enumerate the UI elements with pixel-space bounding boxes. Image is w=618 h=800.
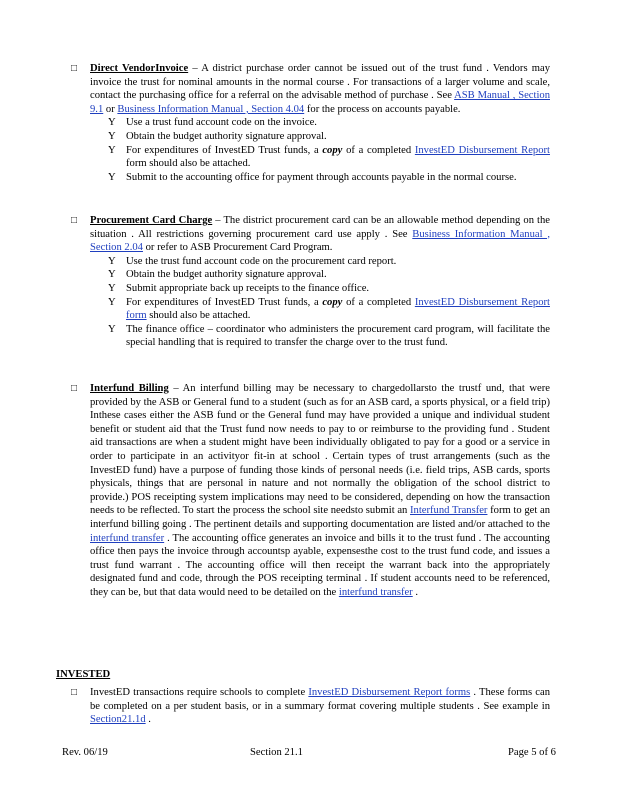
section-paragraph [90,686,550,727]
checkbox-bullet: □ [71,215,78,226]
text-run: For expenditures of InvestED Trust funds, a [126,296,323,308]
list-marker: Y [108,117,116,129]
doc-link[interactable]: interfund transfer [338,586,413,598]
list-item-text [126,283,369,294]
text-run: – A district purchase order cannot be issued out of the trust fund . Vendors may invoice the trust for nominal amounts in the normal course . For transactions of a larger volume and scale, contact the purchasing office for a referral on the advisable method of purchase . See [90,63,550,102]
footer-page-number: Page 5 of 6 [508,747,556,758]
list-item [108,116,550,130]
doc-link[interactable]: InvestED Disbursement Report form [126,296,550,322]
list-marker: Y [108,296,116,308]
text-run: or [103,103,118,115]
doc-link[interactable]: interfund transfer [90,532,165,544]
checkbox-bullet: □ [71,383,78,394]
text-run: or refer to ASB Procurement Card Program. [142,242,333,254]
footer-section: Section 21.1 [250,747,303,758]
text-run: form should also be attached. [126,158,251,170]
list-item-text [126,145,550,170]
section-heading: Procurement Card Charge [90,215,213,226]
text-run: InvestED transactions require schools to complete [90,687,309,698]
list-item [108,144,550,171]
text-run: – An interfund billing may be necessary to chargedollarsto the trustf und, that were provided by the ASB or General fund to a student (such as for an ASB card, a sports physical, or a field trip) Inthese cases either the ASB fund or the General fund may have provided a unique and individual student benefit or student aid that the Trust fund now needs to pay to or reimburse to the providing fund . Student aid transactions are when a student might have been individually obligated to pay for a good or a service in order to participate in an activityor fit-in at school . Certain types of trust arrangements (such as the InvestED fund) have a purpose of funding those kinds of personal needs (i.e. field trips, ASB cards, sports physicals, things that are personal in nature and not normally the obligation of the school district to provide.) POS receipting system implications may need to be considered, depending on how the transaction needs to be reflected. To start the process the school site needsto submit an [90,383,550,517]
doc-link[interactable]: Business Information Manual , Section 2.04 [90,228,550,254]
doc-link[interactable]: Interfund Transfer [410,505,488,517]
list-item-text [126,131,327,142]
list-item-text [126,269,327,280]
list-marker: Y [108,269,116,281]
text-run: form to get an interfund billing going . The pertinent details and supporting documentation are listed and/or attached to the [90,505,550,530]
text-run: Submit to the accounting office for payment through accounts payable in the normal course. [126,171,517,183]
list-item [108,282,550,296]
list-item [108,171,550,185]
doc-link[interactable]: InvestED Disbursement Report [414,144,550,156]
list-marker: Y [108,144,116,156]
list-item-text [126,256,396,267]
text-run: The finance office – coordinator who administers the procurement card program, will facilitate the special handling that is required to transfer the charge over to the trust fund. [126,323,550,349]
list-item [108,323,550,350]
emphasis-text: copy [322,144,343,156]
checkbox-bullet: □ [71,63,78,74]
text-run: . These forms can be completed on a per student basis, or in a summary format covering multiple students . See example in [90,687,550,712]
checkbox-bullet: □ [71,687,78,698]
list-marker: Y [108,255,116,267]
section-paragraph [90,62,550,184]
text-run: . [145,714,151,726]
text-run: of a completed [342,296,415,308]
list-item [108,130,550,144]
list-item [108,268,550,282]
list-marker: Y [108,171,116,183]
section-paragraph [90,214,550,350]
section-heading: Direct VendorInvoice [90,63,189,74]
invested-heading: INVESTED [56,669,111,680]
sub-list [90,116,550,184]
section-paragraph [90,382,550,600]
doc-link[interactable]: InvestED Disbursement Report forms [308,687,471,698]
list-marker: Y [108,282,116,294]
list-item-text [126,324,550,349]
list-marker: Y [108,130,116,142]
section-text [90,383,550,598]
sub-list [90,255,550,350]
doc-link[interactable]: Section21.1d [90,714,146,726]
doc-link[interactable]: Business Information Manual , Section 4.04 [117,103,305,115]
list-item-text [126,297,550,322]
text-run: Submit appropriate back up receipts to the finance office. [126,282,370,294]
list-item [108,296,550,323]
emphasis-text: copy [322,296,343,308]
list-item-text [126,117,317,128]
text-run: . [412,586,419,598]
footer-revision: Rev. 06/19 [62,747,108,758]
text-run: of a completed [342,144,415,156]
list-item-text [126,172,516,183]
text-run: Use a trust fund account code on the invoice. [126,117,317,129]
list-marker: Y [108,323,116,335]
text-run: For expenditures of InvestED Trust funds, a [126,144,323,156]
text-run: for the process on accounts payable. [304,103,461,115]
text-run: . The accounting office generates an invoice and bills it to the trust fund . The accounting office then pays the invoice through accountsp ayable, expensesthe cost to the trust fund code, and issues a trust fund warrant . The accounting office will then receipt the warrant back into the appropriately designated fund and code, through the POS receipting terminal . If student accounts need to be referenced, they can be, but that data would need to be detailed on the [90,532,550,598]
doc-link[interactable]: ASB Manual , Section 9.1 [90,90,550,115]
text-run: Obtain the budget authority signature approval. [126,269,327,281]
section-text [90,687,550,725]
list-item [108,255,550,269]
text-run: should also be attached. [146,310,251,322]
text-run: Obtain the budget authority signature approval. [126,130,327,142]
section-heading: Interfund Billing [90,383,169,394]
text-run: Use the trust fund account code on the procurement card report. [126,255,397,267]
text-run: – The district procurement card can be an allowable method depending on the situation . All restrictions governing procurement card use apply . See [90,215,550,240]
